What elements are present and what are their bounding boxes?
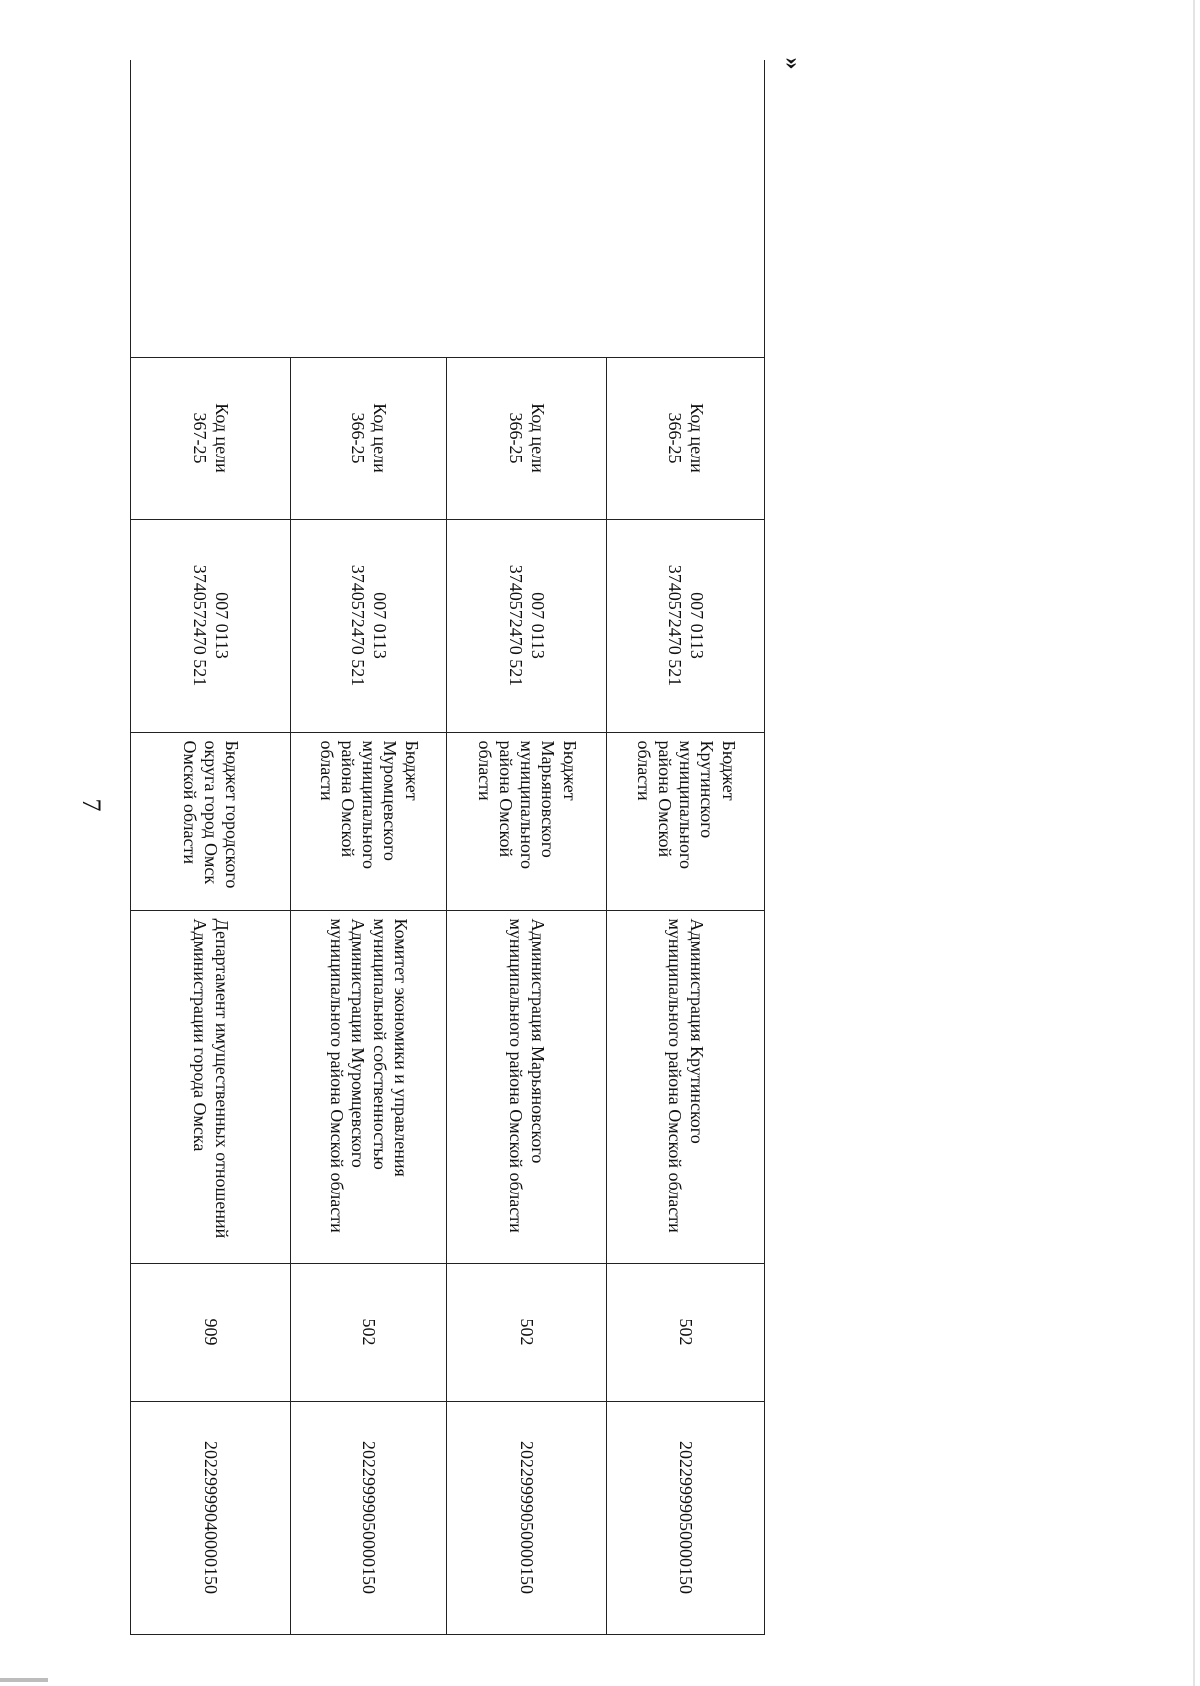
admin-code-cell xyxy=(607,1263,765,1401)
income-code-cell xyxy=(291,1401,447,1634)
administrator-cell xyxy=(131,910,291,1263)
administrator-cell xyxy=(291,910,447,1263)
budget-name-cell xyxy=(447,732,607,910)
page-number: 7 xyxy=(77,798,106,812)
budget-classification-cell xyxy=(131,519,291,732)
admin-code-cell xyxy=(291,1263,447,1401)
admin-code-cell xyxy=(131,1263,291,1401)
budget-name-text: Бюджет Марьяновского муниципального района Омской области xyxy=(474,740,580,869)
income-code-cell xyxy=(131,1401,291,1634)
target-code-text: Код цели 366-25 xyxy=(348,403,390,473)
admin-code-text: 502 xyxy=(517,1318,538,1346)
income-code-text: 20229999050000150 xyxy=(676,1441,697,1594)
administrator-text: Комитет экономики и управления муниципальной собственностью Администрации Муромцевского муниципального района Омской области xyxy=(327,918,411,1233)
administrator-text: Департамент имущественных отношений Администрации города Омска xyxy=(190,918,232,1239)
income-code-text: 20229999050000150 xyxy=(517,1441,538,1594)
admin-code-text: 502 xyxy=(676,1318,697,1346)
admin-code-text: 502 xyxy=(359,1318,380,1346)
table-row xyxy=(607,60,765,1634)
target-code-cell xyxy=(447,357,607,519)
budget-name-text: Бюджет городского округа город Омск Омской области xyxy=(179,740,243,889)
budget-classification-cell xyxy=(291,519,447,732)
target-code-text: Код цели 366-25 xyxy=(665,403,707,473)
administrator-text: Администрация Крутинского муниципального района Омской области xyxy=(665,918,707,1233)
merged-blank-cell xyxy=(131,60,765,357)
target-code-cell xyxy=(291,357,447,519)
income-code-text: 20229999040000150 xyxy=(201,1441,222,1594)
budget-name-text: Бюджет Муромцевского муниципального района Омской области xyxy=(316,740,422,869)
budget-name-cell xyxy=(131,732,291,910)
budget-classification-text: 007 0113 3740572470 521 xyxy=(665,564,707,687)
administrator-text: Администрация Марьяновского муниципального района Омской области xyxy=(506,918,548,1233)
budget-table xyxy=(130,60,765,1635)
target-code-text: Код цели 367-25 xyxy=(190,403,232,473)
budget-classification-text: 007 0113 3740572470 521 xyxy=(348,564,390,687)
rotated-table-container xyxy=(131,60,765,1634)
income-code-cell xyxy=(447,1401,607,1634)
administrator-cell xyxy=(447,910,607,1263)
scan-mark xyxy=(0,1678,48,1682)
income-code-text: 20229999050000150 xyxy=(359,1441,380,1594)
target-code-cell xyxy=(607,357,765,519)
budget-name-cell xyxy=(291,732,447,910)
administrator-cell xyxy=(607,910,765,1263)
budget-classification-text: 007 0113 3740572470 521 xyxy=(506,564,548,687)
target-code-text: Код цели 366-25 xyxy=(506,403,548,473)
admin-code-cell xyxy=(447,1263,607,1401)
target-code-cell xyxy=(131,357,291,519)
budget-classification-cell xyxy=(607,519,765,732)
admin-code-text: 909 xyxy=(201,1318,222,1346)
budget-classification-cell xyxy=(447,519,607,732)
budget-name-cell xyxy=(607,732,765,910)
income-code-cell xyxy=(607,1401,765,1634)
closing-quote-mark: » xyxy=(779,57,806,70)
budget-name-text: Бюджет Крутинского муниципального района Омской области xyxy=(633,740,739,869)
scan-mark xyxy=(1193,0,1195,1686)
budget-classification-text: 007 0113 3740572470 521 xyxy=(190,564,232,687)
